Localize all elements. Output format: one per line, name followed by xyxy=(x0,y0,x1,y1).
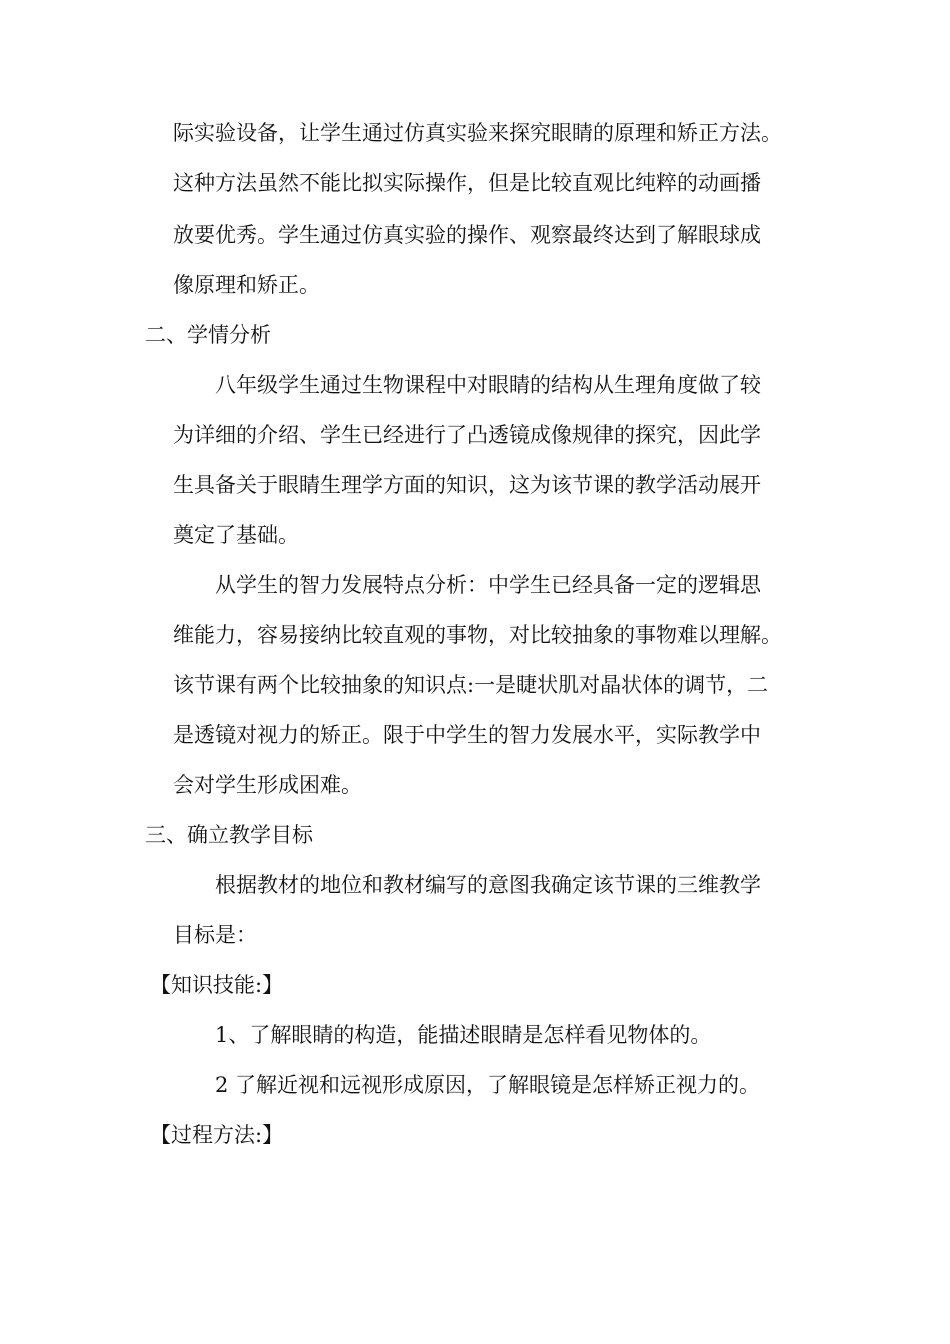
paragraph-line: 像原理和矫正。 xyxy=(173,273,320,297)
list-item: 1、了解眼睛的构造，能描述眼睛是怎样看见物体的。 xyxy=(215,1023,712,1047)
subsection-label: 【过程方法:】 xyxy=(150,1123,284,1147)
paragraph-line: 会对学生形成困难。 xyxy=(173,773,362,797)
paragraph-line: 为详细的介绍、学生已经进行了凸透镜成像规律的探究，因此学 xyxy=(173,423,761,447)
paragraph-line: 八年级学生通过生物课程中对眼睛的结构从生理角度做了较 xyxy=(215,373,761,397)
paragraph-line: 这种方法虽然不能比拟实际操作，但是比较直观比纯粹的动画播 xyxy=(173,171,761,195)
section-heading: 三、确立教学目标 xyxy=(145,823,313,847)
paragraph-line: 是透镜对视力的矫正。限于中学生的智力发展水平，实际教学中 xyxy=(173,723,761,747)
paragraph-line: 该节课有两个比较抽象的知识点:一是睫状肌对晶状体的调节，二 xyxy=(173,673,769,697)
section-heading: 二、学情分析 xyxy=(145,323,271,347)
paragraph-line: 际实验设备，让学生通过仿真实验来探究眼睛的原理和矫正方法。 xyxy=(173,121,782,145)
paragraph-line: 维能力，容易接纳比较直观的事物，对比较抽象的事物难以理解。 xyxy=(173,623,782,647)
paragraph-line: 放要优秀。学生通过仿真实验的操作、观察最终达到了解眼球成 xyxy=(173,223,761,247)
subsection-label: 【知识技能:】 xyxy=(150,973,284,997)
paragraph-line: 根据教材的地位和教材编写的意图我确定该节课的三维教学 xyxy=(215,873,761,897)
paragraph-line: 生具备关于眼睛生理学方面的知识，这为该节课的教学活动展开 xyxy=(173,473,761,497)
paragraph-line: 目标是： xyxy=(173,923,257,947)
list-item: 2 了解近视和远视形成原因，了解眼镜是怎样矫正视力的。 xyxy=(215,1073,761,1097)
paragraph-line: 从学生的智力发展特点分析：中学生已经具备一定的逻辑思 xyxy=(215,573,761,597)
paragraph-line: 奠定了基础。 xyxy=(173,523,299,547)
